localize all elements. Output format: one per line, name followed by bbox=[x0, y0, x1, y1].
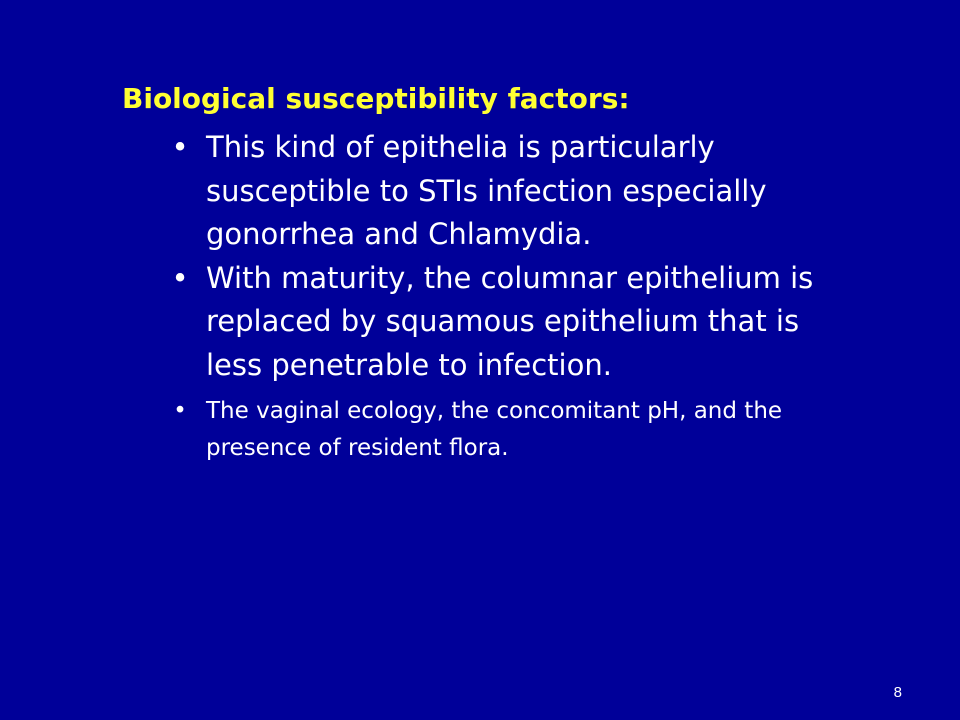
page-number: 8 bbox=[893, 684, 902, 701]
bullet-marker-3: • bbox=[173, 398, 187, 424]
bullet-list bbox=[170, 126, 860, 467]
bullet-text-2: With maturity, the columnar epithelium is replaced by squamous epithelium that is less penetrable to infection. bbox=[206, 260, 814, 382]
bullet-item-1 bbox=[170, 126, 860, 257]
bullet-text-3: The vaginal ecology, the concomitant pH, and the presence of resident flora. bbox=[206, 398, 783, 461]
bullet-item-3 bbox=[170, 393, 860, 467]
bullet-marker-1: • bbox=[171, 130, 189, 164]
slide-heading: Biological susceptibility factors: bbox=[122, 82, 630, 115]
bullet-marker-2: • bbox=[171, 260, 189, 295]
bullet-item-2 bbox=[170, 257, 860, 388]
bullet-text-1: This kind of epithelia is particularly susceptible to STIs infection especially gonorrhea and Chlamydia. bbox=[206, 130, 767, 251]
